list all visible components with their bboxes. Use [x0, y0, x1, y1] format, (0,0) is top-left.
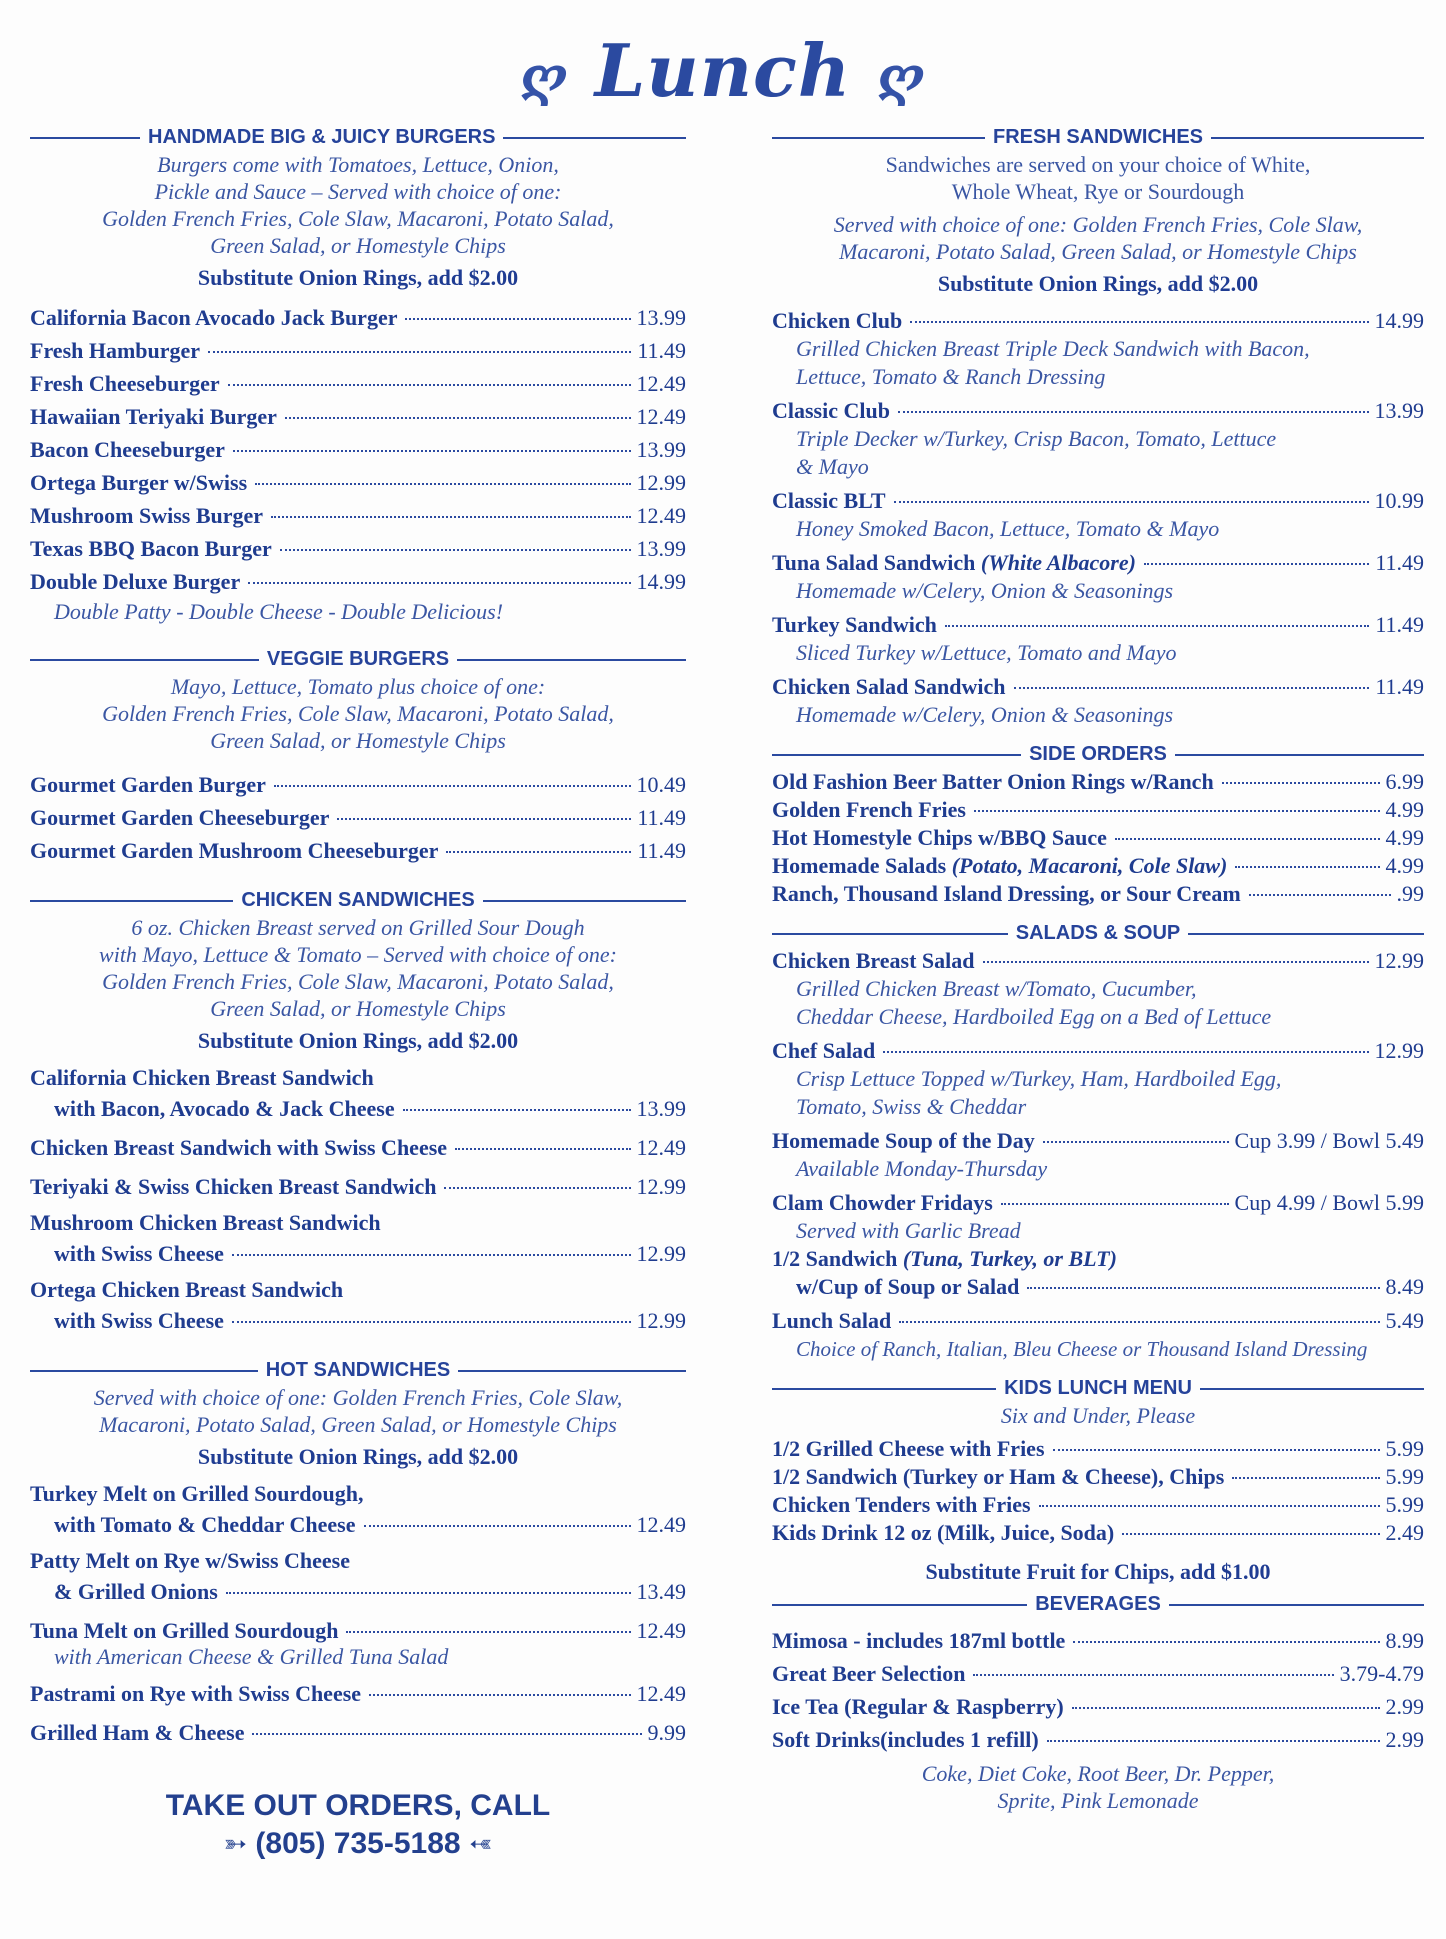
- menu-item: Patty Melt on Rye w/Swiss Cheese: [30, 1548, 351, 1573]
- left-flourish-icon: ღ: [520, 46, 569, 108]
- item-note: Grilled Chicken Breast Triple Deck Sandwich with Bacon,: [796, 336, 1310, 361]
- menu-item-line2: w/Cup of Soup or Salad 8.49: [796, 1274, 1424, 1299]
- section-description: Mayo, Lettuce, Tomato plus choice of one: Golden French Fries, Cole Slaw, Macaroni, Potato Salad, Green Salad, or Homestyle Chips: [102, 674, 614, 753]
- menu-item: Old Fashion Beer Batter Onion Rings w/Ranch 6.99: [772, 769, 1424, 794]
- menu-item: Double Deluxe Burger 14.99: [30, 569, 686, 594]
- burger-list: [30, 301, 686, 626]
- menu-item: Clam Chowder Fridays Cup 4.99 / Bowl 5.99: [772, 1190, 1424, 1215]
- page-title: [0, 28, 1446, 113]
- section-hot: [30, 1359, 686, 1382]
- section-description: Burgers come with Tomatoes, Lettuce, Onion, Pickle and Sauce – Served with choice of one: Golden French Fries, Cole Slaw, Macaroni, Potato Salad, Green Salad, or Homestyle Chips: [102, 152, 614, 258]
- menu-item: Golden French Fries 4.99: [772, 797, 1424, 822]
- menu-item: Pastrami on Rye with Swiss Cheese 12.49: [30, 1681, 686, 1706]
- menu-item: California Bacon Avocado Jack Burger 13.99: [30, 305, 686, 330]
- section-veggie: [30, 648, 686, 671]
- menu-item: Chicken Tenders with Fries 5.99: [772, 1492, 1424, 1517]
- item-note: with American Cheese & Grilled Tuna Salad: [54, 1644, 449, 1669]
- section-sides: [772, 743, 1424, 766]
- right-column: [772, 126, 1424, 1814]
- section-heading: BEVERAGES: [1035, 1593, 1161, 1615]
- section-description: 6 oz. Chicken Breast served on Grilled Sour Dough with Mayo, Lettuce & Tomato – Served with choice of one: Golden French Fries, Cole Slaw, Macaroni, Potato Salad, Green Salad, or Homestyle Chips: [99, 915, 617, 1021]
- item-note: Homemade w/Celery, Onion & Seasonings: [796, 578, 1174, 603]
- menu-item: 1/2 Sandwich (Tuna, Turkey, or BLT): [772, 1246, 1117, 1271]
- item-note: Sliced Turkey w/Lettuce, Tomato and Mayo: [796, 640, 1177, 665]
- sides-list: [772, 768, 1424, 908]
- item-note: Tomato, Swiss & Cheddar: [796, 1094, 1027, 1119]
- section-heading: FRESH SANDWICHES: [993, 126, 1204, 148]
- menu-item: Tuna Salad Sandwich (White Albacore) 11.49: [772, 550, 1424, 575]
- section-burgers: [30, 126, 686, 149]
- substitute-note: Substitute Onion Rings, add $2.00: [197, 1444, 519, 1469]
- menu-item: Gourmet Garden Cheeseburger 11.49: [30, 805, 686, 830]
- menu-item: Mimosa - includes 187ml bottle 8.99: [772, 1628, 1424, 1653]
- section-fresh: [772, 126, 1424, 149]
- section-kids: [772, 1377, 1424, 1400]
- menu-item: Great Beer Selection 3.79-4.79: [772, 1661, 1424, 1686]
- menu-item: Hot Homestyle Chips w/BBQ Sauce 4.99: [772, 825, 1424, 850]
- arrow-left-icon: ➳: [468, 1828, 493, 1859]
- substitute-note: Substitute Onion Rings, add $2.00: [197, 1028, 519, 1053]
- hot-list: [30, 1480, 686, 1749]
- salads-list: [772, 947, 1424, 1363]
- menu-item: Homemade Salads (Potato, Macaroni, Cole Slaw) 4.99: [772, 853, 1424, 878]
- beverages-list: [772, 1624, 1424, 1756]
- phone-number[interactable]: (805) 735-5188: [255, 1827, 461, 1860]
- menu-item: Texas BBQ Bacon Burger 13.99: [30, 536, 686, 561]
- takeout-banner: [30, 1787, 686, 1863]
- menu-item: Chicken Salad Sandwich 11.49: [772, 674, 1424, 699]
- menu-item: Mushroom Swiss Burger 12.49: [30, 503, 686, 528]
- item-note: Triple Decker w/Turkey, Crisp Bacon, Tomato, Lettuce: [796, 426, 1277, 451]
- item-note: Available Monday-Thursday: [796, 1156, 1048, 1181]
- menu-item: Hawaiian Teriyaki Burger 12.49: [30, 404, 686, 429]
- menu-item: Chicken Breast Sandwich with Swiss Cheese 12.49: [30, 1135, 686, 1160]
- takeout-text: TAKE OUT ORDERS, CALL: [165, 1789, 551, 1822]
- menu-item: Tuna Melt on Grilled Sourdough 12.49: [30, 1618, 686, 1643]
- kids-list: [772, 1435, 1424, 1547]
- menu-item: Mushroom Chicken Breast Sandwich: [30, 1210, 381, 1235]
- section-description: Sandwiches are served on your choice of White, Whole Wheat, Rye or Sourdough: [885, 152, 1311, 204]
- section-description: Six and Under, Please: [1000, 1403, 1196, 1428]
- section-heading: KIDS LUNCH MENU: [1004, 1377, 1192, 1399]
- menu-item: Lunch Salad 5.49: [772, 1308, 1424, 1333]
- substitute-note: Substitute Onion Rings, add $2.00: [197, 265, 519, 290]
- item-note: Homemade w/Celery, Onion & Seasonings: [796, 702, 1174, 727]
- menu-item: Kids Drink 12 oz (Milk, Juice, Soda) 2.49: [772, 1520, 1424, 1545]
- section-heading: VEGGIE BURGERS: [266, 648, 450, 670]
- menu-item: Chicken Club 14.99: [772, 308, 1424, 333]
- menu-item: Homemade Soup of the Day Cup 3.99 / Bowl 5.49: [772, 1128, 1424, 1153]
- menu-item: Chicken Breast Salad 12.99: [772, 948, 1424, 973]
- menu-item: Soft Drinks(includes 1 refill) 2.99: [772, 1727, 1424, 1752]
- menu-item: Classic BLT 10.99: [772, 488, 1424, 513]
- section-heading: SIDE ORDERS: [1029, 743, 1167, 765]
- menu-item-line2: & Grilled Onions 13.49: [54, 1579, 686, 1604]
- menu-item: Ortega Burger w/Swiss 12.99: [30, 470, 686, 495]
- fresh-list: [772, 307, 1424, 729]
- item-note: Cheddar Cheese, Hardboiled Egg on a Bed of Lettuce: [796, 1004, 1272, 1029]
- item-note: Grilled Chicken Breast w/Tomato, Cucumber,: [796, 976, 1197, 1001]
- menu-item-line2: with Swiss Cheese 12.99: [54, 1241, 686, 1266]
- item-note: Choice of Ranch, Italian, Bleu Cheese or Thousand Island Dressing: [796, 1337, 1368, 1361]
- menu-item: Grilled Ham & Cheese 9.99: [30, 1720, 686, 1745]
- menu-item: California Chicken Breast Sandwich: [30, 1065, 374, 1090]
- menu-item: Fresh Hamburger 11.49: [30, 338, 686, 363]
- right-flourish-icon: ღ: [877, 46, 926, 108]
- item-note: & Mayo: [796, 454, 869, 479]
- menu-item-line2: with Bacon, Avocado & Jack Cheese 13.99: [54, 1096, 686, 1121]
- item-note: Honey Smoked Bacon, Lettuce, Tomato & Mayo: [796, 516, 1220, 541]
- section-description-italic: Served with choice of one: Golden French Fries, Cole Slaw, Macaroni, Potato Salad, Green Salad, or Homestyle Chips: [833, 212, 1363, 264]
- arrow-right-icon: ➳: [223, 1828, 248, 1859]
- item-note: Lettuce, Tomato & Ranch Dressing: [796, 364, 1106, 389]
- menu-item: Ice Tea (Regular & Raspberry) 2.99: [772, 1694, 1424, 1719]
- item-note: Crisp Lettuce Topped w/Turkey, Ham, Hardboiled Egg,: [796, 1066, 1282, 1091]
- menu-item: Classic Club 13.99: [772, 398, 1424, 423]
- section-heading: SALADS & SOUP: [1015, 922, 1181, 944]
- item-note: Served with Garlic Bread: [796, 1218, 1021, 1243]
- substitute-note: Substitute Fruit for Chips, add $1.00: [925, 1559, 1271, 1584]
- menu-item-line2: with Swiss Cheese 12.99: [54, 1308, 686, 1333]
- menu-item: Gourmet Garden Mushroom Cheeseburger 11.49: [30, 838, 686, 863]
- menu-item-line2: with Tomato & Cheddar Cheese 12.49: [54, 1512, 686, 1537]
- menu-item: Ranch, Thousand Island Dressing, or Sour Cream .99: [772, 881, 1424, 906]
- menu-item: 1/2 Grilled Cheese with Fries 5.99: [772, 1436, 1424, 1461]
- chicken-list: [30, 1064, 686, 1337]
- beverages-note: Coke, Diet Coke, Root Beer, Dr. Pepper, Sprite, Pink Lemonade: [921, 1761, 1275, 1813]
- section-salads: [772, 922, 1424, 945]
- menu-item: Turkey Melt on Grilled Sourdough,: [30, 1481, 364, 1506]
- menu-item: Bacon Cheeseburger 13.99: [30, 437, 686, 462]
- section-heading: HANDMADE BIG & JUICY BURGERS: [148, 126, 496, 148]
- veggie-list: [30, 768, 686, 867]
- title-text: Lunch: [594, 28, 852, 113]
- menu-item: Gourmet Garden Burger 10.49: [30, 772, 686, 797]
- menu-item: Fresh Cheeseburger 12.49: [30, 371, 686, 396]
- section-heading: CHICKEN SANDWICHES: [241, 889, 475, 911]
- menu-item: Turkey Sandwich 11.49: [772, 612, 1424, 637]
- menu-item: Chef Salad 12.99: [772, 1038, 1424, 1063]
- menu-item: Ortega Chicken Breast Sandwich: [30, 1277, 344, 1302]
- section-description: Served with choice of one: Golden French Fries, Cole Slaw, Macaroni, Potato Salad, Green Salad, or Homestyle Chips: [93, 1385, 623, 1437]
- menu-item: Teriyaki & Swiss Chicken Breast Sandwich 12.99: [30, 1174, 686, 1199]
- left-column: [30, 126, 686, 1863]
- section-chicken: [30, 889, 686, 912]
- substitute-note: Substitute Onion Rings, add $2.00: [937, 271, 1259, 296]
- section-beverages: [772, 1593, 1424, 1616]
- menu-item: 1/2 Sandwich (Turkey or Ham & Cheese), Chips 5.99: [772, 1464, 1424, 1489]
- section-heading: HOT SANDWICHES: [265, 1359, 451, 1381]
- item-note: Double Patty - Double Cheese - Double Delicious!: [54, 599, 504, 624]
